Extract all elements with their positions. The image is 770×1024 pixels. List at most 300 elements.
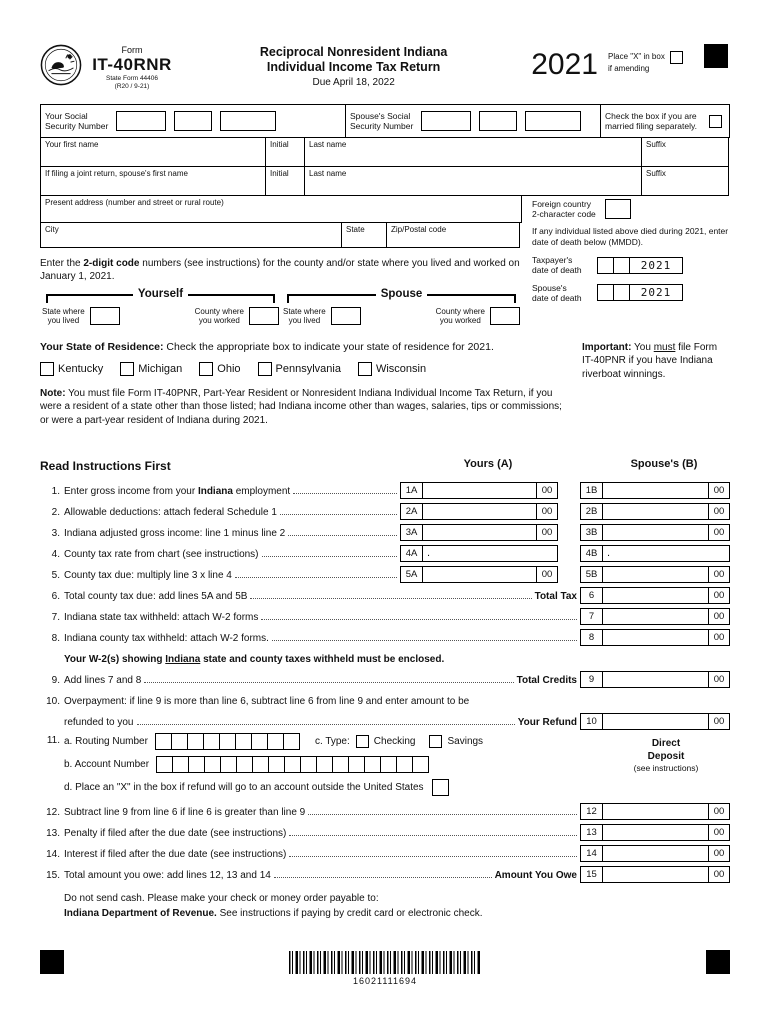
line-8-number: 8. <box>51 633 60 645</box>
cents-label: 00 <box>708 846 729 861</box>
spouse-ssn-label-line2: Security Number <box>350 121 414 131</box>
account-digit-box[interactable] <box>364 756 381 773</box>
spouse-death-line1: Spouse's <box>532 282 567 293</box>
line-9-amount-field[interactable] <box>602 671 730 688</box>
direct-deposit-section <box>40 730 730 799</box>
wisconsin-checkbox[interactable] <box>358 362 372 376</box>
line-5b-amount-field[interactable] <box>602 566 730 583</box>
kentucky-checkbox[interactable] <box>40 362 54 376</box>
w2-enclosure-note <box>64 654 444 667</box>
w2-enclosure-note-row <box>40 646 730 667</box>
amount-area <box>603 525 708 540</box>
amending-row <box>608 51 700 64</box>
taxpayer-death-month-box[interactable] <box>597 257 614 274</box>
line-7-number: 7. <box>51 612 60 624</box>
spouse-ssn-label <box>350 111 413 131</box>
state-item-wisconsin <box>358 362 426 376</box>
cents-label: 00 <box>708 714 729 729</box>
suffix-field[interactable] <box>641 137 729 167</box>
taxpayer-death-row <box>532 255 730 275</box>
amount-area <box>603 504 708 519</box>
spouse-name-row <box>40 167 730 196</box>
state-item-michigan <box>120 362 182 376</box>
line-13-label: Penalty if filed after the due date (see instructions) <box>64 828 287 840</box>
foreign-country-code-box[interactable] <box>605 199 631 219</box>
routing-digit-box[interactable] <box>171 733 188 750</box>
amount-area <box>603 630 708 645</box>
present-address-field[interactable] <box>40 195 522 223</box>
routing-digit-box[interactable] <box>155 733 172 750</box>
state-form-number: State Form 44406 <box>105 75 159 82</box>
schedule-header <box>40 457 730 478</box>
line-15-box-label: 15 <box>580 866 603 883</box>
amount-area <box>603 867 708 882</box>
account-digit-box[interactable] <box>204 756 221 773</box>
line-2a-box-label: 2A <box>400 503 423 520</box>
married-separately-label <box>605 111 697 131</box>
spouse-county-worked-box[interactable] <box>490 307 520 325</box>
line-6-amount-field[interactable] <box>602 587 730 604</box>
taxpayer-death-date-field[interactable] <box>597 257 683 274</box>
account-digit-box[interactable] <box>172 756 189 773</box>
account-number-label: b. Account Number <box>64 759 150 771</box>
state-lived-line1: State where <box>283 307 326 316</box>
dotted-leader <box>289 835 577 836</box>
account-digit-box[interactable] <box>252 756 269 773</box>
amount-area <box>610 546 729 561</box>
dotted-leader <box>308 814 577 815</box>
city-row <box>40 223 522 248</box>
ohio-label: Ohio <box>217 362 241 375</box>
schedule-line-10-part1 <box>40 688 730 709</box>
spouse-county-worked-item <box>436 307 520 326</box>
cents-label: 00 <box>708 567 729 582</box>
line-15-number: 15. <box>46 870 60 882</box>
amount-area <box>603 825 708 840</box>
city-field[interactable] <box>40 222 342 248</box>
spouse-death-row <box>532 283 730 303</box>
taxpayer-death-line1: Taxpayer's <box>532 255 573 266</box>
schedule-line-8 <box>40 625 730 646</box>
married-separately-label-line2: married filing separately. <box>605 121 697 131</box>
payment-line1: Do not send cash. Please make your check or money order payable to: <box>64 893 379 905</box>
account-digit-box[interactable] <box>156 756 173 773</box>
form-content <box>40 42 730 986</box>
account-digit-box[interactable] <box>220 756 237 773</box>
line-12-amount-field[interactable] <box>602 803 730 820</box>
amending-checkbox[interactable] <box>670 51 683 64</box>
spouse-last-name-label: Last name <box>309 169 347 178</box>
zip-label: Zip/Postal code <box>391 225 447 234</box>
routing-digit-box[interactable] <box>267 733 284 750</box>
your-ssn-label-line2: Security Number <box>45 121 109 131</box>
your-ssn-box-1[interactable] <box>116 111 166 131</box>
yourself-county-worked-item <box>195 307 279 326</box>
first-name-label: Your first name <box>45 140 99 149</box>
death-note: If any individual listed above died during 2021, enter date of death below (MMDD). <box>532 226 729 248</box>
cents-label: 00 <box>708 630 729 645</box>
column-a-header: Yours (A) <box>463 458 513 471</box>
line-14-box-label: 14 <box>580 845 603 862</box>
line-1b-box-label: 1B <box>580 482 603 499</box>
routing-digit-box[interactable] <box>187 733 204 750</box>
spouse-heading-label: Spouse <box>380 288 423 300</box>
your-ssn-label-line1: Your Social <box>45 110 88 121</box>
wisconsin-label: Wisconsin <box>375 362 427 375</box>
taxpayer-death-day-box[interactable] <box>613 257 630 274</box>
important-pre: You <box>631 341 654 353</box>
line-14-number: 14. <box>46 849 60 861</box>
spouse-death-date-field[interactable] <box>597 284 683 301</box>
routing-digit-box[interactable] <box>203 733 220 750</box>
line-3-label <box>64 528 285 541</box>
spouse-county-group <box>281 286 522 326</box>
state-lived-label <box>42 307 85 326</box>
amount-area <box>423 504 536 519</box>
account-digit-box[interactable] <box>300 756 317 773</box>
schedule-line-9 <box>40 667 730 688</box>
form-word: Form <box>121 45 143 55</box>
tax-schedule <box>40 457 730 921</box>
state-item-ohio <box>199 362 240 376</box>
savings-checkbox[interactable] <box>429 735 442 748</box>
foreign-account-checkbox[interactable] <box>432 779 449 796</box>
dotted-leader <box>274 877 492 878</box>
decimal-point: . <box>427 547 431 560</box>
line-7-box-label: 7 <box>580 608 603 625</box>
line-10-number: 10. <box>46 696 60 708</box>
your-ssn-box-3[interactable] <box>220 111 276 131</box>
form-title-line1: Reciprocal Nonresident Indiana <box>259 45 448 59</box>
spouse-death-year: 2021 <box>629 284 683 301</box>
line-4a-box-label: 4A <box>400 545 423 562</box>
schedule-line-2 <box>40 499 730 520</box>
your-name-row <box>40 138 730 167</box>
spouse-state-lived-item <box>283 307 361 326</box>
account-digit-box[interactable] <box>236 756 253 773</box>
county-instruction-pre: Enter the <box>40 258 84 269</box>
line-15-label: Total amount you owe: add lines 12, 13 and 14 <box>64 870 271 882</box>
cents-label: 00 <box>708 825 729 840</box>
amount-area <box>603 609 708 624</box>
county-code-instruction <box>40 257 522 283</box>
line-2-label-pre: Allowable deductions: attach federal Schedule 1 <box>64 507 277 519</box>
cents-label: 00 <box>536 525 557 540</box>
payment-rest: See instructions if paying by credit card or electronic check. <box>216 907 483 919</box>
cents-label: 00 <box>536 483 557 498</box>
spouse-suffix-label: Suffix <box>646 169 666 178</box>
payment-instructions <box>40 892 730 921</box>
account-digit-box[interactable] <box>348 756 365 773</box>
line-3b-box-label: 3B <box>580 524 603 541</box>
spouse-first-name-label: If filing a joint return, spouse's first name <box>45 169 188 178</box>
state-field[interactable] <box>341 222 387 248</box>
routing-digit-box[interactable] <box>283 733 300 750</box>
county-worked-label <box>436 307 485 326</box>
line-4-number: 4. <box>51 549 60 561</box>
michigan-label: Michigan <box>138 362 183 375</box>
suffix-label: Suffix <box>646 140 666 149</box>
ohio-checkbox[interactable] <box>199 362 213 376</box>
account-digit-box[interactable] <box>268 756 285 773</box>
direct-deposit-see-instructions: (see instructions) <box>633 763 699 774</box>
line-5-label-pre: County tax due: multiply line 3 x line 4 <box>64 570 232 582</box>
taxpayer-death-label <box>532 255 590 275</box>
line-1a-box-label: 1A <box>400 482 423 499</box>
line-4b-box-label: 4B <box>580 545 603 562</box>
spouse-ssn-section <box>345 104 601 138</box>
foreign-country-section <box>532 199 730 219</box>
amount-area <box>423 567 536 582</box>
line-1-label-post: employment <box>232 486 291 498</box>
yourself-heading-label: Yourself <box>137 288 184 300</box>
address-row <box>40 196 522 223</box>
note-paragraph <box>40 387 568 428</box>
first-name-field[interactable] <box>40 137 266 167</box>
county-worked-label <box>195 307 244 326</box>
line-2b-amount-field[interactable] <box>602 503 730 520</box>
line-1-number: 1. <box>51 486 60 498</box>
spouse-first-name-field[interactable] <box>40 166 266 196</box>
routing-digit-box[interactable] <box>251 733 268 750</box>
foreign-account-row <box>40 776 602 799</box>
line-13-amount-field[interactable] <box>602 824 730 841</box>
line-5a-amount-field[interactable] <box>422 566 558 583</box>
amending-label-line1: Place "X" in box <box>608 52 665 62</box>
line-14-amount-field[interactable] <box>602 845 730 862</box>
state-lived-line2: you lived <box>47 316 80 326</box>
line-5-label <box>64 570 232 583</box>
line-3b-amount-field[interactable] <box>602 524 730 541</box>
spouse-last-name-field[interactable] <box>304 166 642 196</box>
spouse-ssn-label-line1: Spouse's Social <box>350 110 411 121</box>
line-number-spacer <box>40 665 64 667</box>
amount-area <box>603 804 708 819</box>
total-credits-label: Total Credits <box>516 675 577 687</box>
married-separately-section <box>600 104 730 138</box>
cents-label: 00 <box>536 504 557 519</box>
dotted-leader <box>262 556 397 557</box>
last-name-label: Last name <box>309 140 347 149</box>
spouse-ssn-box-3[interactable] <box>525 111 581 131</box>
line-1a-amount-field[interactable] <box>422 482 558 499</box>
pennsylvania-checkbox[interactable] <box>258 362 272 376</box>
line-5b-box-label: 5B <box>580 566 603 583</box>
amount-area <box>603 483 708 498</box>
form-revision: (R20 / 9-21) <box>114 83 150 91</box>
line-10-amount-field[interactable] <box>602 713 730 730</box>
account-digit-box[interactable] <box>380 756 397 773</box>
county-worked-line2: you worked <box>198 316 240 326</box>
last-name-field[interactable] <box>304 137 642 167</box>
account-digit-box[interactable] <box>316 756 333 773</box>
dotted-leader <box>137 724 515 725</box>
important-paragraph <box>582 341 730 382</box>
dotted-leader <box>261 619 577 620</box>
amending-label-line2: if amending <box>608 64 650 73</box>
county-worked-line1: County where <box>194 307 244 316</box>
direct-deposit-word2: Deposit <box>647 750 685 762</box>
county-instruction-post: numbers (see instructions) for the county and/or state where you lived and worked on January 1, 2021. <box>40 258 520 282</box>
spouse-initial-field[interactable] <box>265 166 305 196</box>
spouse-state-lived-box[interactable] <box>331 307 361 325</box>
dotted-leader <box>289 856 577 857</box>
county-worked-line2: you worked <box>439 316 481 326</box>
amount-you-owe-label: Amount You Owe <box>494 870 577 882</box>
form-id-block <box>86 42 178 100</box>
spouse-death-label <box>532 283 590 303</box>
michigan-checkbox[interactable] <box>120 362 134 376</box>
initial-field[interactable] <box>265 137 305 167</box>
line-7-amount-field[interactable] <box>602 608 730 625</box>
direct-deposit-caption <box>602 730 730 799</box>
account-digit-box[interactable] <box>412 756 429 773</box>
line-1b-amount-field[interactable] <box>602 482 730 499</box>
cents-label: 00 <box>708 525 729 540</box>
zip-field[interactable] <box>386 222 520 248</box>
line-3-label-pre: Indiana adjusted gross income: line 1 minus line 2 <box>64 528 286 540</box>
residence-heading-rest: Check the appropriate box to indicate your state of residence for 2021. <box>163 340 494 353</box>
decimal-point: . <box>607 547 611 560</box>
line-15-amount-field[interactable] <box>602 866 730 883</box>
residence-states-row <box>40 362 568 376</box>
married-separately-label-line1: Check the box if you are <box>605 110 697 121</box>
line-9-box-label: 9 <box>580 671 603 688</box>
taxpayer-death-line2: date of death <box>532 265 582 276</box>
routing-number-field[interactable] <box>155 733 300 750</box>
yourself-state-lived-box[interactable] <box>90 307 120 325</box>
amount-area <box>603 672 708 687</box>
initial-label: Initial <box>270 140 289 149</box>
state-lived-label <box>283 307 326 326</box>
residence-band <box>40 341 730 428</box>
barcode-section <box>40 951 730 986</box>
line-11-number: 11. <box>46 735 60 747</box>
line-9-number: 9. <box>51 675 60 687</box>
line-8-amount-field[interactable] <box>602 629 730 646</box>
your-ssn-section <box>40 104 346 138</box>
line-8-box-label: 8 <box>580 629 603 646</box>
cents-label: 00 <box>708 504 729 519</box>
foreign-account-label: d. Place an "X" in the box if refund will go to an account outside the United States <box>64 782 424 794</box>
line-12-label: Subtract line 9 from line 6 if line 6 is greater than line 9 <box>64 807 306 819</box>
account-number-field[interactable] <box>156 756 429 773</box>
line-6-box-label: 6 <box>580 587 603 604</box>
line-4a-rate-field[interactable] <box>422 545 558 562</box>
checking-label: Checking <box>373 736 416 748</box>
state-label: State <box>346 225 365 234</box>
dotted-leader <box>250 598 531 599</box>
amount-area <box>423 483 536 498</box>
barcode-number: 16021111694 <box>352 976 418 987</box>
amount-area <box>603 588 708 603</box>
routing-digit-box[interactable] <box>219 733 236 750</box>
cents-label: 00 <box>708 867 729 882</box>
line-3-number: 3. <box>51 528 60 540</box>
county-code-widgets <box>40 286 522 326</box>
routing-digit-box[interactable] <box>235 733 252 750</box>
line-4b-rate-field[interactable] <box>602 545 730 562</box>
line-8-label: Indiana county tax withheld: attach W-2 forms. <box>64 633 269 645</box>
state-lived-line1: State where <box>42 307 85 316</box>
due-date: Due April 18, 2022 <box>312 77 395 88</box>
payment-line2 <box>64 907 730 922</box>
yourself-state-lived-item <box>42 307 120 326</box>
spouse-death-month-box[interactable] <box>597 284 614 301</box>
cents-label: 00 <box>708 804 729 819</box>
cents-label: 00 <box>708 672 729 687</box>
note-bold: Note: <box>40 387 66 399</box>
your-ssn-box-2[interactable] <box>174 111 212 131</box>
line-3a-amount-field[interactable] <box>422 524 558 541</box>
line-1-label-pre: Enter gross income from your <box>64 486 198 498</box>
line-2a-amount-field[interactable] <box>422 503 558 520</box>
spouse-ssn-box-2[interactable] <box>479 111 517 131</box>
dotted-leader <box>272 640 577 641</box>
foreign-country-line1: Foreign country <box>532 199 592 209</box>
line-3a-box-label: 3A <box>400 524 423 541</box>
line-10-box-label: 10 <box>580 713 603 730</box>
amount-area <box>603 714 708 729</box>
form-number: IT-40RNR <box>92 55 172 74</box>
your-refund-label: Your Refund <box>517 717 577 729</box>
schedule-line-14 <box>40 841 730 862</box>
total-tax-label: Total Tax <box>534 591 577 603</box>
schedule-line-7 <box>40 604 730 625</box>
account-digit-box[interactable] <box>332 756 349 773</box>
state-lived-line2: you lived <box>288 316 321 326</box>
cents-label: 00 <box>708 483 729 498</box>
cents-label: 00 <box>708 588 729 603</box>
foreign-country-line2: 2-character code <box>532 209 596 220</box>
schedule-line-1 <box>40 478 730 499</box>
yourself-heading <box>46 288 275 303</box>
spouse-ssn-box-1[interactable] <box>421 111 471 131</box>
line-1-label-bold: Indiana <box>197 486 233 498</box>
married-filing-separately-checkbox[interactable] <box>709 115 722 128</box>
dotted-leader <box>288 535 397 536</box>
cents-label: 00 <box>708 609 729 624</box>
account-digit-box[interactable] <box>284 756 301 773</box>
your-ssn-label <box>45 111 108 131</box>
death-info-column <box>522 196 730 326</box>
schedule-line-6 <box>40 583 730 604</box>
direct-deposit-word1: Direct <box>651 738 681 750</box>
dotted-leader <box>235 577 397 578</box>
account-digit-box[interactable] <box>188 756 205 773</box>
account-number-row <box>40 753 602 776</box>
w2-note-pre: Your W-2(s) showing <box>64 654 166 666</box>
yourself-code-row <box>40 307 281 326</box>
schedule-line-15 <box>40 862 730 883</box>
kentucky-label: Kentucky <box>58 362 104 375</box>
yourself-county-worked-box[interactable] <box>249 307 279 325</box>
payment-payee-bold: Indiana Department of Revenue. <box>64 907 217 919</box>
line-10-label-line1: Overpayment: if line 9 is more than line 6, subtract line 6 from line 9 and enter amount to be <box>64 696 470 708</box>
foreign-country-label <box>532 199 596 219</box>
spouse-death-day-box[interactable] <box>613 284 630 301</box>
residence-right <box>568 341 730 428</box>
account-digit-box[interactable] <box>396 756 413 773</box>
important-post: file Form IT-40PNR if you have Indiana riverboat winnings. <box>582 341 718 380</box>
line-10-label-line2: refunded to you <box>64 717 134 729</box>
important-bold: Important: <box>582 341 632 353</box>
address-band <box>40 196 730 326</box>
spouse-suffix-field[interactable] <box>641 166 729 196</box>
routing-number-row <box>40 730 602 753</box>
checking-checkbox[interactable] <box>356 735 369 748</box>
line-5-number: 5. <box>51 570 60 582</box>
